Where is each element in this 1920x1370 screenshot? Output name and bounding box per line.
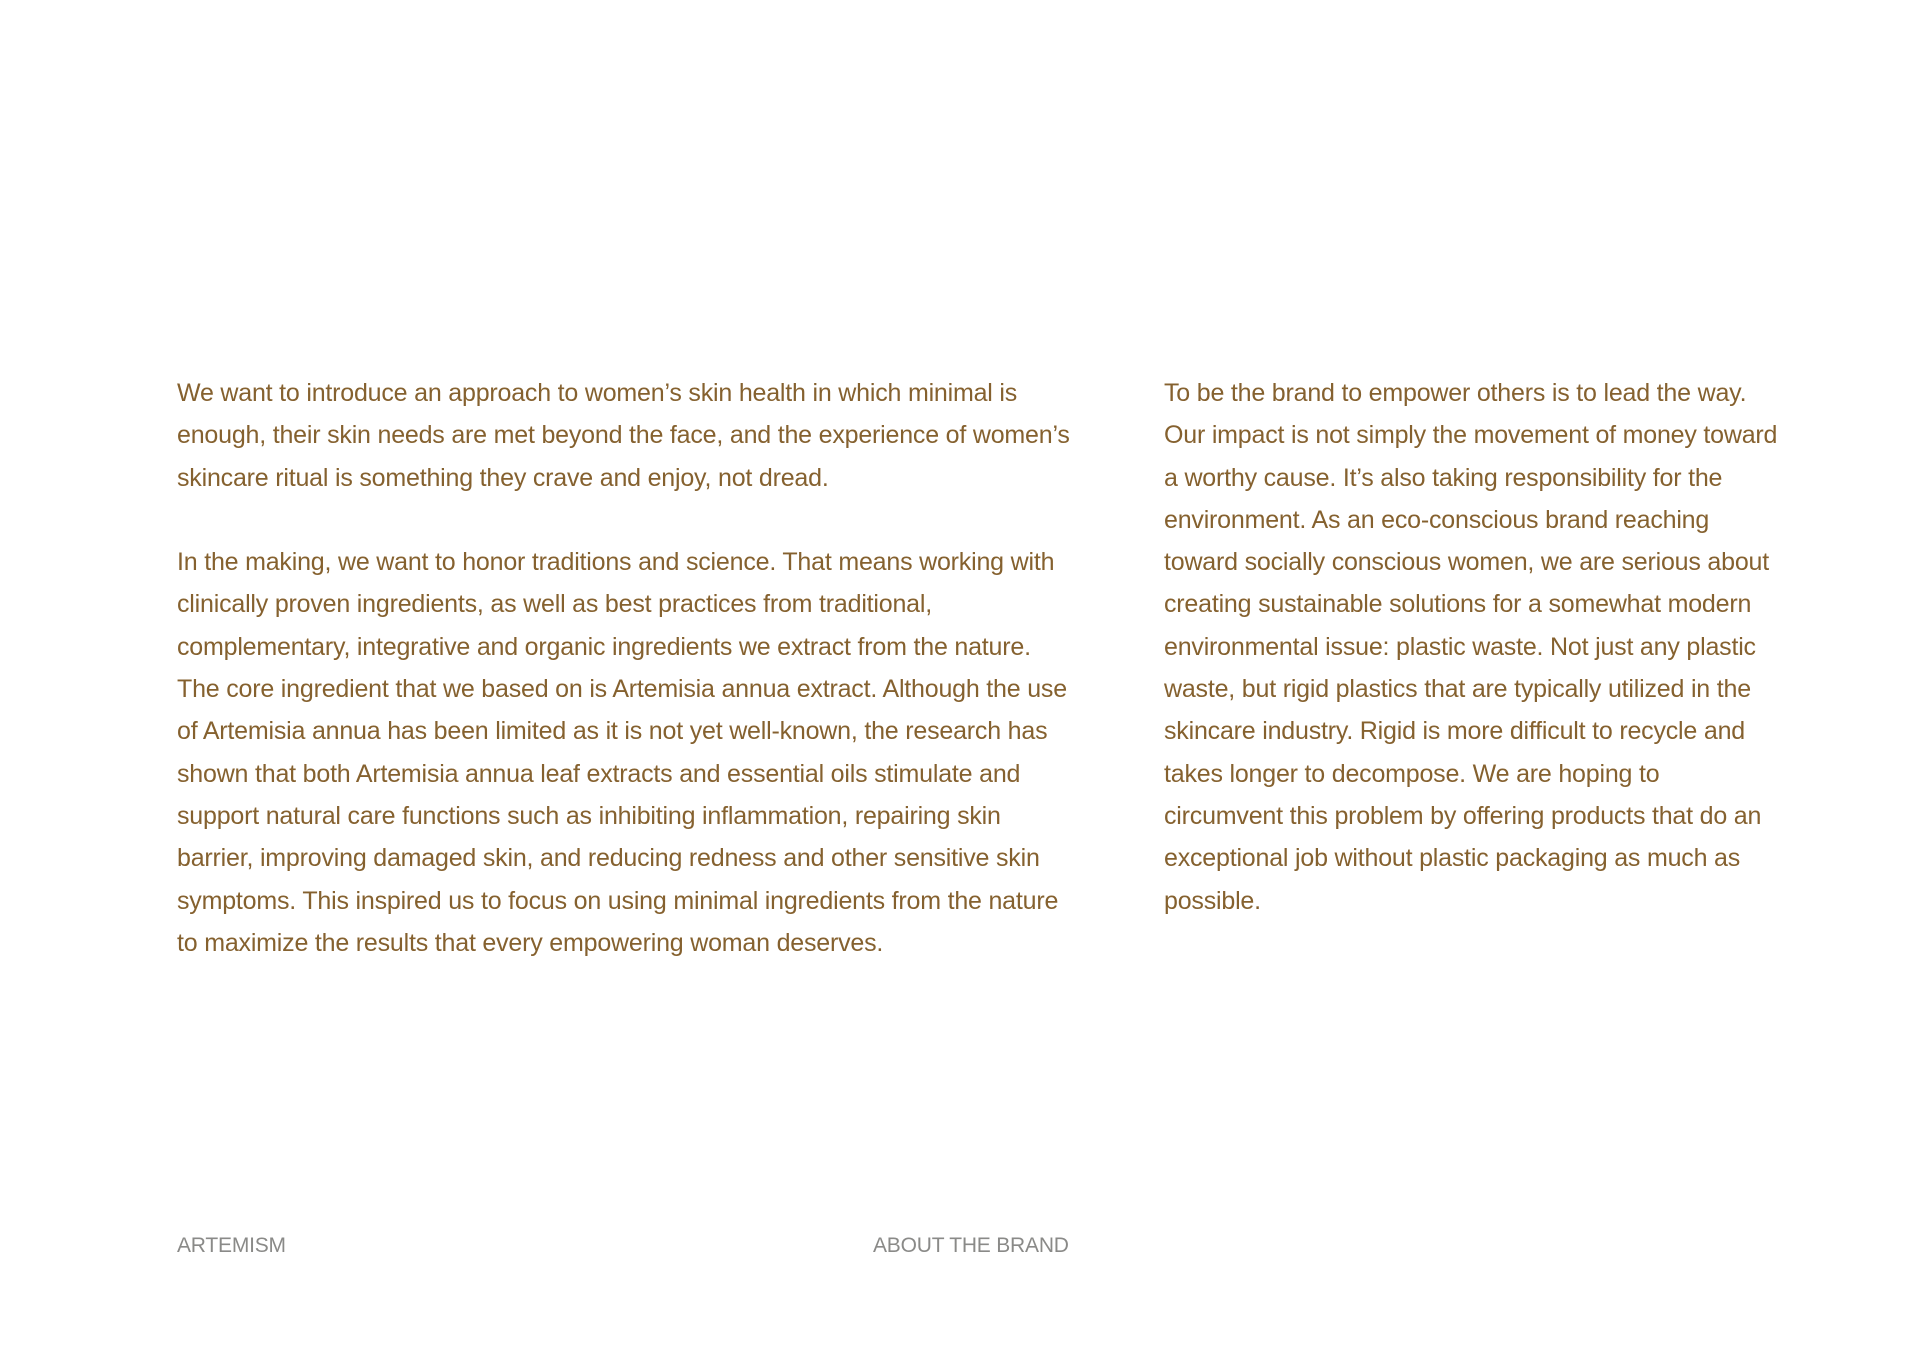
intro-paragraph: We want to introduce an approach to women’s skin health in which minimal is enough, their skin needs are met beyond the face, and the experience of women’s skincare ritual is something they crave and enjoy, not dread. xyxy=(177,379,1070,492)
making-paragraph: In the making, we want to honor traditions and science. That means working with clinically proven ingredients, as well as best practices from traditional, complementary, integrative and organic ingredients we extract from the nature. The core ingredient that we based on is Artemisia annua extract. Although the use of Artemisia annua has been limited as it is not yet well-known, the research has shown that both Artemisia annua leaf extracts and essential oils stimulate and support natural care functions such as inhibiting inflammation, repairing skin barrier, improving damaged skin, and reducing redness and other sensitive skin symptoms. This inspired us to focus on using minimal ingredients from the nature to maximize the results that every empowering woman deserves. xyxy=(177,548,1067,957)
right-text-column xyxy=(1164,372,1779,964)
impact-paragraph: To be the brand to empower others is to lead the way. Our impact is not simply the movement of money toward a worthy cause. It’s also taking responsibility for the environment. As an eco-conscious brand reaching toward socially conscious women, we are serious about creating sustainable solutions for a somewhat modern environmental issue: plastic waste. Not just any plastic waste, but rigid plastics that are typically utilized in the skincare industry. Rigid is more difficult to recycle and takes longer to decompose. We are hoping to circumvent this problem by offering products that do an exceptional job without plastic packaging as much as possible. xyxy=(1164,379,1778,915)
left-text-column xyxy=(177,372,1077,1006)
footer-section-title: ABOUT THE BRAND xyxy=(873,1234,1069,1257)
footer-brand-name: ARTEMISM xyxy=(177,1234,286,1257)
